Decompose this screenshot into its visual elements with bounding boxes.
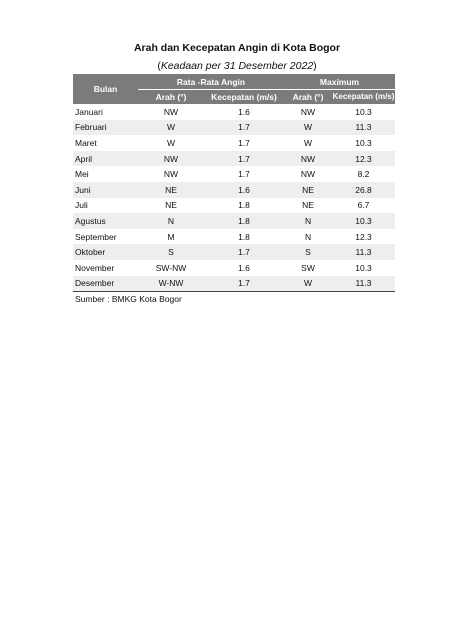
table-row: [73, 104, 395, 120]
cell-max-speed: 26.8: [332, 182, 395, 198]
header-group-average: Rata -Rata Angin: [138, 74, 284, 90]
cell-max-speed: 6.7: [357, 200, 370, 211]
table-body: [73, 104, 395, 292]
cell-max-speed: 11.3: [332, 120, 395, 136]
table-row: [73, 198, 395, 214]
subtitle-text: Keadaan per 31 Desember 2022: [160, 60, 314, 72]
table-row: [73, 213, 395, 229]
cell-max-direction: W: [284, 276, 332, 292]
cell-max-direction: NE: [302, 200, 314, 211]
cell-max-direction: W: [304, 137, 313, 148]
cell-month: November: [75, 262, 115, 273]
cell-max-speed: 8.2: [357, 169, 370, 180]
cell-month: Februari: [73, 120, 138, 136]
subtitle-close-paren: ): [313, 60, 317, 72]
cell-avg-speed: 1.7: [238, 137, 250, 148]
cell-avg-direction: W: [166, 137, 176, 148]
table-row: [73, 135, 395, 151]
cell-avg-speed: 1.7: [204, 151, 284, 167]
cell-max-direction: W: [284, 120, 332, 136]
cell-avg-direction: W-NW: [138, 276, 204, 292]
cell-month: Juli: [75, 200, 88, 211]
header-kecepatan-max: Kecepatan (m/s): [332, 90, 395, 105]
table-row: [73, 182, 395, 198]
table-title: Arah dan Kecepatan Angin di Kota Bogor: [133, 42, 341, 54]
cell-avg-direction: NW: [163, 169, 179, 180]
cell-avg-speed: 1.8: [204, 213, 284, 229]
cell-avg-speed: 1.7: [238, 169, 250, 180]
header-group-maximum: Maximum: [284, 74, 395, 90]
cell-avg-speed: 1.6: [204, 182, 284, 198]
table-row: [73, 151, 395, 167]
cell-avg-direction: NW: [138, 151, 204, 167]
cell-max-speed: 10.3: [332, 213, 395, 229]
cell-avg-direction: NW: [163, 106, 179, 117]
cell-avg-speed: 1.7: [204, 120, 284, 136]
cell-month: September: [75, 231, 117, 242]
header-arah-max: Arah (°): [284, 90, 332, 105]
table-row: [73, 166, 395, 182]
wind-table: [73, 74, 395, 292]
cell-max-direction: NW: [300, 106, 316, 117]
cell-max-direction: N: [284, 213, 332, 229]
cell-avg-speed: 1.8: [238, 231, 250, 242]
cell-month: Desember: [73, 276, 138, 292]
table-row: [73, 229, 395, 245]
table-subtitle: [0, 60, 474, 72]
cell-month: Agustus: [73, 213, 138, 229]
cell-max-direction: NW: [284, 151, 332, 167]
cell-avg-direction: NE: [165, 200, 177, 211]
header-arah: Arah (°): [138, 90, 204, 105]
cell-max-direction: S: [284, 244, 332, 260]
cell-month: April: [73, 151, 138, 167]
cell-avg-direction: SW-NW: [155, 262, 187, 273]
cell-month: Mei: [75, 169, 89, 180]
cell-max-speed: 12.3: [355, 231, 372, 242]
cell-month: Maret: [75, 137, 97, 148]
cell-avg-speed: 1.8: [238, 200, 250, 211]
cell-max-speed: 10.3: [355, 106, 372, 117]
source-note: Sumber : BMKG Kota Bogor: [75, 294, 182, 304]
header-kecepatan: Kecepatan (m/s): [204, 90, 284, 105]
cell-avg-speed: 1.6: [238, 262, 250, 273]
cell-avg-direction: M: [167, 231, 175, 242]
cell-max-speed: 12.3: [332, 151, 395, 167]
cell-month: Januari: [75, 106, 103, 117]
cell-max-speed: 10.3: [355, 262, 372, 273]
cell-avg-speed: 1.7: [204, 244, 284, 260]
cell-month: Juni: [73, 182, 138, 198]
table-header: [73, 74, 395, 104]
cell-avg-direction: N: [138, 213, 204, 229]
cell-avg-direction: S: [138, 244, 204, 260]
cell-avg-speed: 1.7: [204, 276, 284, 292]
table-row: [73, 244, 395, 260]
table-row: [73, 260, 395, 276]
table-row: [73, 276, 395, 292]
cell-avg-speed: 1.6: [238, 106, 250, 117]
cell-max-direction: NE: [284, 182, 332, 198]
cell-avg-direction: W: [138, 120, 204, 136]
cell-max-speed: 11.3: [332, 276, 395, 292]
header-bulan: Bulan: [73, 74, 138, 104]
subtitle-open-paren: (: [157, 60, 161, 72]
cell-max-direction: N: [304, 231, 312, 242]
cell-month: Oktober: [73, 244, 138, 260]
cell-max-speed: 10.3: [355, 137, 372, 148]
cell-max-direction: SW: [301, 262, 315, 273]
cell-avg-direction: NE: [138, 182, 204, 198]
cell-max-speed: 11.3: [332, 244, 395, 260]
cell-max-direction: NW: [300, 169, 316, 180]
table-row: [73, 120, 395, 136]
